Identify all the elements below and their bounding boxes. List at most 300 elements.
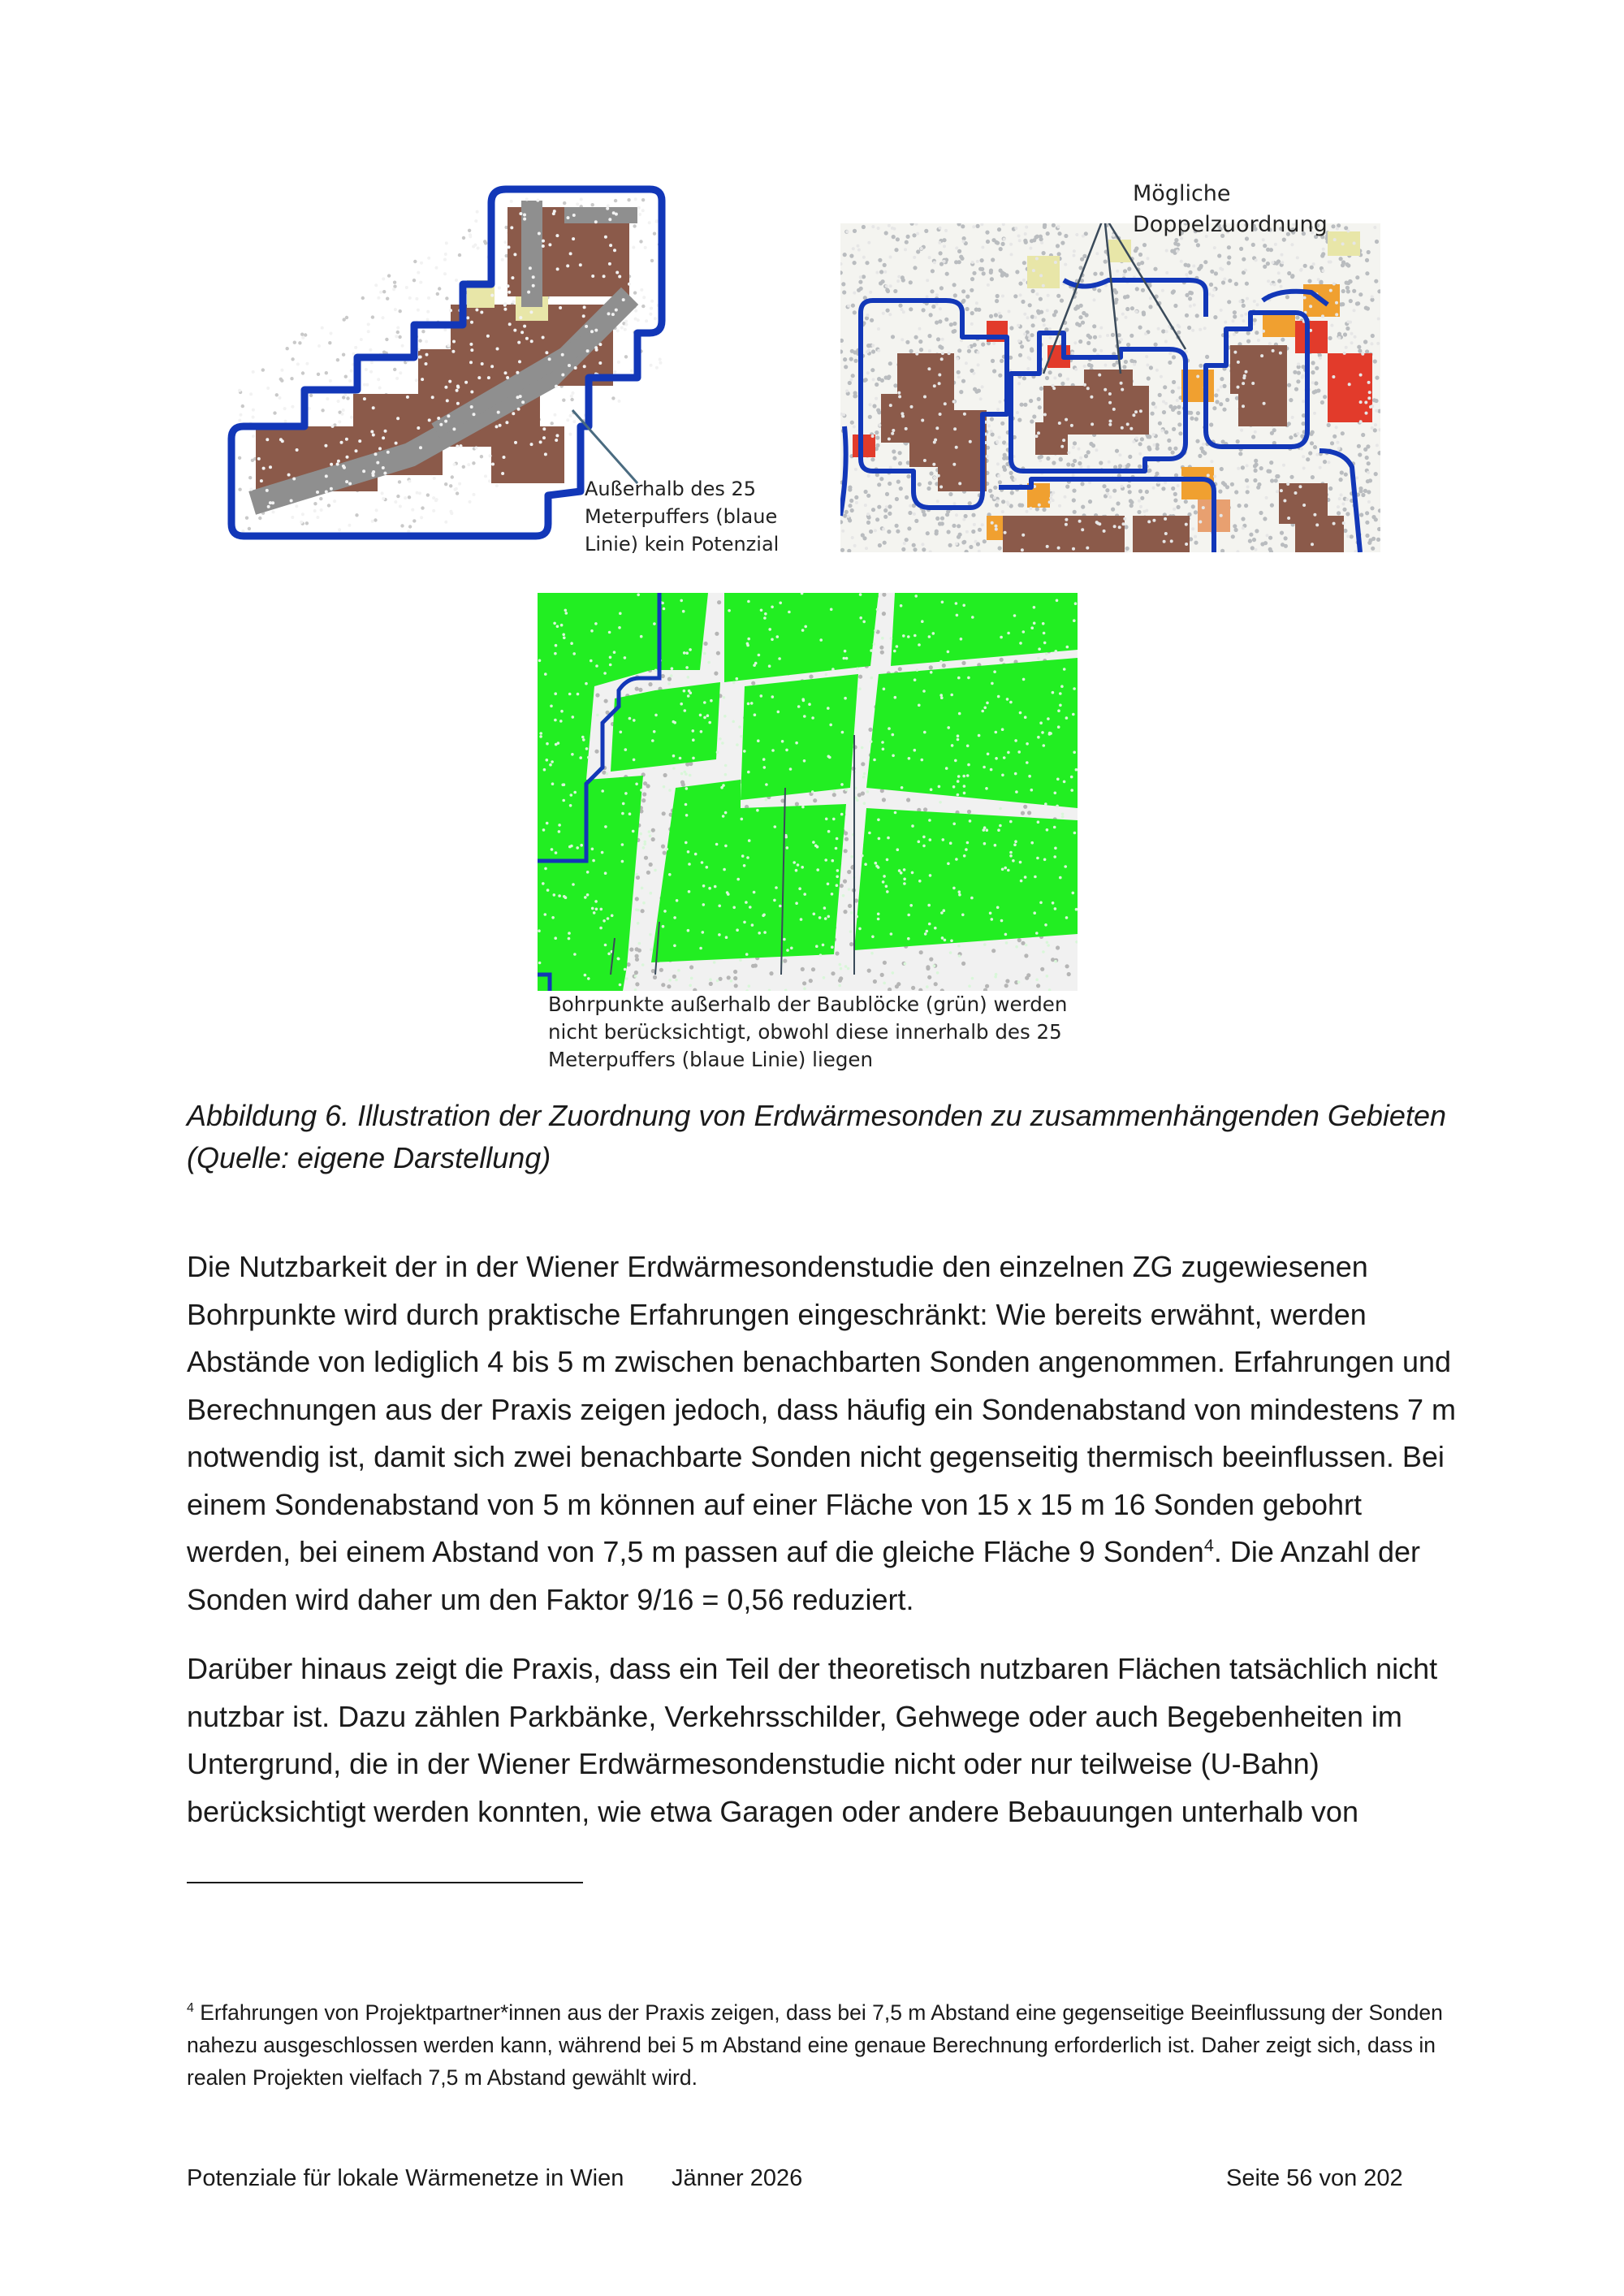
- drill-point: [394, 308, 397, 311]
- drill-point: [606, 772, 609, 776]
- drill-point: [853, 359, 857, 363]
- drill-point: [1165, 249, 1168, 253]
- drill-point: [723, 696, 726, 699]
- drill-point: [706, 866, 709, 869]
- drill-point: [1368, 391, 1371, 394]
- drill-point: [838, 979, 842, 983]
- drill-point: [836, 876, 839, 879]
- drill-point: [1168, 447, 1172, 451]
- drill-point: [1367, 396, 1371, 400]
- drill-point: [1037, 736, 1040, 739]
- drill-point: [801, 866, 804, 869]
- drill-point: [743, 864, 746, 867]
- drill-point: [1272, 349, 1275, 352]
- drill-point: [1300, 448, 1303, 451]
- drill-point: [1164, 340, 1168, 344]
- drill-point: [897, 391, 901, 395]
- drill-point: [412, 279, 416, 282]
- drill-point: [680, 703, 683, 706]
- drill-point: [523, 325, 526, 328]
- drill-point: [1138, 465, 1142, 469]
- drill-point: [853, 292, 856, 295]
- drill-point: [1071, 463, 1075, 467]
- drill-point: [684, 709, 687, 712]
- drill-point: [642, 792, 646, 796]
- drill-point: [1093, 272, 1097, 276]
- map2-building: [1003, 516, 1125, 552]
- drill-point: [942, 838, 945, 841]
- drill-point: [718, 933, 721, 936]
- drill-point: [1004, 867, 1007, 870]
- drill-point: [920, 247, 923, 250]
- drill-point: [1072, 446, 1075, 449]
- drill-point: [1372, 398, 1376, 402]
- drill-point: [346, 396, 349, 400]
- drill-point: [973, 387, 977, 391]
- drill-point: [1027, 334, 1030, 337]
- footnote-text: Erfahrungen von Projektpartner*innen aus der Praxis zeigen, dass bei 7,5 m Abstand eine gegenseitige Beeinflussung der Sonden nahezu ausgeschlossen werden kann, während bei 5 m Abstand eine genaue Berechnung erforderlich ist. Daher zeigt sich, dass in realen Projekten vielfach 7,5 m Abstand gewählt wird.: [187, 2000, 1443, 2090]
- drill-point: [378, 447, 382, 450]
- drill-point: [872, 404, 876, 408]
- drill-point: [892, 449, 896, 453]
- drill-point: [827, 830, 831, 833]
- drill-point: [567, 216, 570, 219]
- drill-point: [892, 429, 895, 432]
- drill-point: [798, 887, 801, 890]
- drill-point: [952, 330, 956, 334]
- drill-point: [892, 971, 895, 975]
- drill-point: [858, 675, 862, 679]
- drill-point: [923, 396, 926, 399]
- drill-point: [870, 368, 875, 372]
- drill-point: [1367, 381, 1371, 384]
- drill-point: [1073, 249, 1076, 253]
- drill-point: [933, 476, 936, 479]
- drill-point: [580, 844, 583, 847]
- drill-point: [801, 806, 805, 809]
- drill-point: [1328, 261, 1331, 264]
- drill-point: [962, 604, 965, 608]
- drill-point: [1065, 418, 1068, 422]
- footnote-reference[interactable]: 4: [1203, 1535, 1214, 1555]
- drill-point: [1028, 337, 1031, 340]
- drill-point: [1213, 246, 1216, 249]
- map3-blocks: [538, 593, 1078, 991]
- drill-point: [1106, 492, 1109, 495]
- drill-point: [836, 837, 839, 841]
- drill-point: [957, 535, 961, 539]
- drill-point: [906, 235, 910, 239]
- drill-point: [800, 918, 803, 921]
- drill-point: [999, 314, 1003, 318]
- drill-point: [1191, 504, 1195, 508]
- drill-point: [481, 362, 484, 365]
- drill-point: [365, 383, 369, 387]
- drill-point: [914, 519, 918, 523]
- drill-point: [783, 938, 786, 941]
- drill-point: [400, 524, 404, 527]
- drill-point: [849, 930, 853, 933]
- drill-point: [427, 257, 430, 260]
- drill-point: [1196, 411, 1200, 415]
- drill-point: [804, 625, 807, 629]
- drill-point: [1016, 411, 1019, 414]
- drill-point: [635, 897, 639, 901]
- drill-point: [300, 521, 303, 524]
- drill-point: [845, 389, 849, 392]
- drill-point: [474, 219, 477, 223]
- drill-point: [971, 977, 974, 980]
- drill-point: [1321, 314, 1324, 318]
- drill-point: [1056, 805, 1059, 808]
- drill-point: [1038, 647, 1041, 651]
- drill-point: [847, 967, 850, 971]
- drill-point: [877, 482, 881, 486]
- drill-point: [991, 432, 995, 436]
- drill-point: [996, 294, 1000, 298]
- drill-point: [947, 863, 950, 866]
- drill-point: [827, 915, 831, 919]
- drill-point: [614, 199, 617, 202]
- drill-point: [996, 462, 1000, 465]
- drill-point: [435, 498, 438, 501]
- drill-point: [840, 783, 844, 786]
- drill-point: [962, 240, 965, 243]
- drill-point: [399, 371, 402, 374]
- drill-point: [1035, 978, 1039, 981]
- drill-point: [1307, 279, 1311, 283]
- drill-point: [594, 329, 598, 332]
- drill-point: [650, 300, 654, 303]
- drill-point: [862, 378, 866, 383]
- drill-point: [556, 267, 559, 270]
- drill-point: [1191, 329, 1194, 332]
- drill-point: [939, 227, 942, 230]
- drill-point: [912, 233, 916, 237]
- drill-point: [1138, 326, 1142, 330]
- drill-point: [747, 703, 750, 706]
- drill-point: [1335, 426, 1338, 429]
- drill-point: [412, 519, 416, 522]
- drill-point: [343, 393, 347, 396]
- drill-point: [641, 887, 644, 890]
- drill-point: [751, 923, 754, 927]
- drill-point: [301, 371, 304, 374]
- drill-point: [1297, 362, 1300, 365]
- drill-point: [551, 782, 555, 785]
- drill-point: [1242, 304, 1246, 308]
- drill-point: [290, 499, 293, 503]
- drill-point: [1054, 792, 1057, 795]
- drill-point: [957, 260, 961, 264]
- drill-point: [337, 460, 340, 463]
- drill-point: [1019, 861, 1022, 864]
- drill-point: [1000, 422, 1004, 426]
- drill-point: [699, 714, 702, 717]
- drill-point: [900, 871, 903, 875]
- drill-point: [1108, 460, 1111, 464]
- drill-point: [1144, 332, 1147, 335]
- drill-point: [1099, 271, 1104, 275]
- drill-point: [443, 258, 447, 262]
- drill-point: [553, 622, 556, 625]
- drill-point: [944, 402, 947, 405]
- drill-point: [1348, 383, 1351, 386]
- drill-point: [957, 677, 961, 680]
- drill-point: [1056, 778, 1060, 781]
- drill-point: [818, 916, 822, 919]
- drill-point: [1302, 374, 1305, 378]
- drill-point: [1340, 470, 1344, 474]
- drill-point: [1072, 489, 1076, 493]
- map3-block: [866, 658, 1078, 808]
- drill-point: [1203, 260, 1207, 264]
- drill-point: [342, 465, 345, 468]
- drill-point: [1009, 854, 1013, 858]
- drill-point: [858, 687, 862, 690]
- drill-point: [551, 848, 554, 851]
- drill-point: [1095, 448, 1098, 452]
- drill-point: [418, 491, 421, 495]
- drill-point: [1099, 349, 1103, 352]
- drill-point: [995, 299, 999, 303]
- drill-point: [1312, 390, 1316, 394]
- drill-point: [713, 961, 716, 964]
- drill-point: [569, 252, 572, 255]
- drill-point: [305, 521, 309, 525]
- drill-point: [993, 496, 996, 499]
- drill-point: [1021, 548, 1024, 551]
- drill-point: [883, 875, 886, 878]
- drill-point: [1367, 250, 1371, 254]
- drill-point: [927, 367, 931, 370]
- drill-point: [934, 982, 938, 986]
- drill-point: [1173, 304, 1177, 308]
- drill-point: [1241, 465, 1245, 469]
- drill-point: [427, 296, 430, 300]
- drill-point: [1125, 295, 1129, 299]
- drill-point: [891, 227, 894, 230]
- drill-point: [685, 772, 688, 776]
- drill-point: [1052, 902, 1055, 905]
- drill-point: [345, 316, 348, 319]
- drill-point: [753, 664, 756, 667]
- drill-point: [555, 743, 558, 746]
- drill-point: [1147, 447, 1151, 451]
- drill-point: [433, 477, 436, 480]
- drill-point: [746, 856, 749, 859]
- drill-point: [1048, 327, 1052, 331]
- drill-point: [689, 648, 692, 651]
- drill-point: [586, 893, 590, 897]
- drill-point: [957, 793, 960, 797]
- drill-point: [957, 780, 960, 783]
- drill-point: [426, 493, 430, 496]
- drill-point: [445, 241, 448, 244]
- drill-point: [970, 322, 974, 326]
- drill-point: [1007, 632, 1010, 635]
- drill-point: [957, 775, 961, 778]
- drill-point: [1145, 509, 1148, 512]
- drill-point: [398, 480, 401, 483]
- drill-point: [1026, 510, 1029, 513]
- drill-point: [501, 258, 504, 262]
- drill-point: [1369, 405, 1372, 409]
- drill-point: [338, 528, 341, 531]
- drill-point: [783, 959, 787, 963]
- drill-point: [620, 731, 623, 734]
- drill-point: [460, 444, 463, 448]
- drill-point: [1056, 945, 1060, 949]
- drill-point: [889, 404, 892, 407]
- drill-point: [1214, 393, 1218, 397]
- drill-point: [687, 850, 690, 854]
- drill-point: [795, 742, 798, 745]
- drill-point: [1219, 267, 1222, 270]
- map3-figure: [538, 593, 1078, 991]
- drill-point: [738, 725, 741, 729]
- drill-point: [714, 672, 718, 676]
- annotation-line: Doppelzuordnung: [1133, 212, 1328, 237]
- drill-point: [1335, 313, 1338, 316]
- drill-point: [1122, 273, 1125, 276]
- drill-point: [1357, 444, 1361, 448]
- drill-point: [896, 480, 901, 484]
- drill-point: [382, 436, 385, 439]
- drill-point: [901, 308, 904, 311]
- drill-point: [1345, 498, 1349, 501]
- drill-point: [574, 366, 577, 370]
- drill-point: [825, 818, 828, 821]
- drill-point: [618, 400, 621, 403]
- drill-point: [888, 438, 891, 441]
- drill-point: [554, 936, 557, 940]
- drill-point: [1149, 365, 1153, 370]
- drill-point: [1066, 378, 1069, 381]
- drill-point: [551, 916, 555, 919]
- drill-point: [532, 275, 535, 279]
- drill-point: [579, 756, 582, 759]
- drill-point: [324, 444, 327, 448]
- drill-point: [760, 694, 763, 698]
- drill-point: [1212, 406, 1216, 410]
- drill-point: [1255, 463, 1259, 467]
- drill-point: [369, 348, 372, 352]
- drill-point: [632, 830, 635, 833]
- drill-point: [510, 200, 513, 203]
- drill-point: [878, 543, 882, 547]
- drill-point: [1262, 330, 1265, 333]
- drill-point: [836, 869, 840, 872]
- drill-point: [1115, 449, 1119, 453]
- drill-point: [1129, 499, 1133, 503]
- drill-point: [1198, 454, 1202, 458]
- drill-point: [982, 271, 986, 275]
- drill-point: [1135, 437, 1138, 440]
- drill-point: [1017, 382, 1021, 385]
- drill-point: [1225, 398, 1229, 402]
- footer-title: Potenziale für lokale Wärmenetze in Wien: [187, 2165, 624, 2191]
- drill-point: [585, 325, 588, 328]
- drill-point: [991, 359, 995, 363]
- drill-point: [786, 949, 789, 952]
- drill-point: [905, 427, 908, 430]
- drill-point: [989, 912, 992, 915]
- drill-point: [961, 379, 965, 383]
- drill-point: [517, 341, 520, 344]
- drill-point: [1271, 261, 1274, 264]
- drill-point: [648, 830, 651, 833]
- drill-point: [591, 275, 594, 278]
- drill-point: [994, 313, 998, 317]
- drill-point: [523, 214, 526, 217]
- drill-point: [458, 253, 461, 257]
- drill-point: [1158, 422, 1162, 426]
- drill-point: [1359, 374, 1363, 377]
- drill-point: [1153, 267, 1157, 271]
- drill-point: [452, 340, 456, 344]
- drill-point: [1018, 239, 1021, 242]
- drill-point: [644, 856, 648, 860]
- drill-point: [869, 403, 872, 406]
- drill-point: [444, 482, 447, 486]
- drill-point: [1350, 534, 1354, 538]
- drill-point: [935, 303, 939, 306]
- drill-point: [702, 931, 705, 934]
- drill-point: [1052, 223, 1056, 227]
- drill-point: [1164, 517, 1167, 521]
- drill-point: [1202, 506, 1205, 509]
- drill-point: [1055, 650, 1058, 653]
- drill-point: [933, 384, 936, 387]
- drill-point: [938, 382, 941, 385]
- drill-point: [1020, 880, 1023, 883]
- drill-point: [877, 377, 881, 381]
- drill-point: [901, 786, 904, 789]
- drill-point: [1057, 252, 1061, 256]
- drill-point: [350, 416, 353, 419]
- drill-point: [249, 488, 253, 491]
- drill-point: [1315, 366, 1319, 370]
- drill-point: [594, 220, 598, 223]
- drill-point: [1035, 257, 1039, 260]
- drill-point: [298, 341, 301, 344]
- drill-point: [1007, 869, 1010, 872]
- drill-point: [709, 978, 712, 981]
- drill-point: [939, 286, 944, 290]
- drill-point: [848, 888, 851, 891]
- drill-point: [851, 536, 854, 539]
- drill-point: [491, 463, 495, 466]
- drill-point: [1067, 972, 1071, 976]
- drill-point: [1244, 504, 1248, 508]
- drill-point: [382, 466, 385, 469]
- drill-point: [428, 418, 431, 422]
- drill-point: [655, 366, 659, 370]
- drill-point: [997, 474, 1000, 478]
- drill-point: [559, 720, 563, 723]
- drill-point: [1339, 478, 1343, 482]
- drill-point: [998, 436, 1001, 439]
- drill-point: [858, 927, 862, 931]
- drill-point: [896, 848, 900, 851]
- drill-point: [1220, 467, 1224, 471]
- drill-point: [908, 511, 912, 515]
- map2-cell-orange: [1263, 313, 1295, 337]
- drill-point: [694, 853, 698, 856]
- drill-point: [258, 517, 261, 520]
- drill-point: [477, 376, 481, 379]
